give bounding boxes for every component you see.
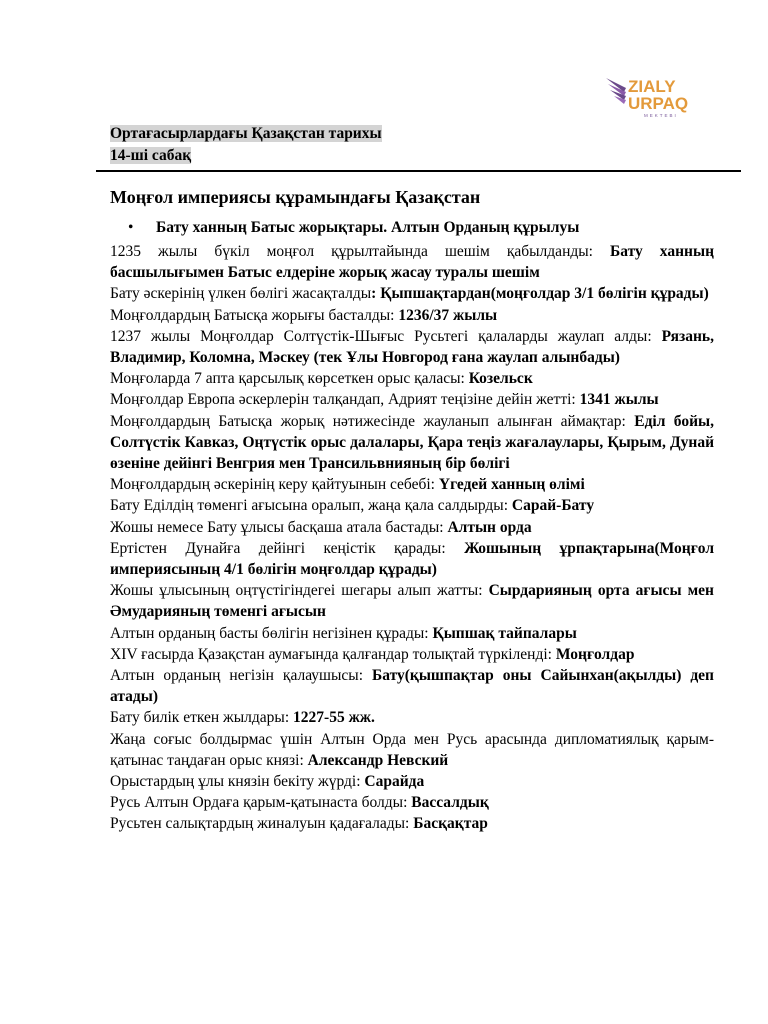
bullet-heading: [128, 219, 580, 237]
fact-line: 1235 жылы бүкіл моңғол құрылтайында шешім қабылданды: Бату ханның басшылығымен Батыс елдеріне жорық жасау туралы шешім: [110, 243, 714, 282]
fact-line: 1237 жылы Моңғолдар Солтүстік-Шығыс Русьтегі қалаларды жаулап алды: Рязань, Владимир, Коломна, Мәскеу (тек Ұлы Новгород ғана жаулап алынбады): [110, 327, 714, 367]
horizontal-rule: [96, 170, 741, 172]
bullet-heading-text: Бату ханның Батыс жорықтары. Алтын Орданың құрылуы: [156, 219, 580, 236]
logo-line2: URPAQ: [628, 94, 689, 113]
fact-line: Бату Еділдің төменгі ағысына оралып, жаңа қала салдырды: Сарай-Бату: [110, 497, 595, 515]
fact-line: Алтын орданың негізін қалаушысы: Бату(қышпақтар оны Сайынхан(ақылды) деп атады): [110, 667, 714, 706]
fact-line: Алтын орданың басты бөлігін негізінен құрады: Қыпшақ тайпалары: [110, 624, 577, 642]
logo-line1: ZIALY: [628, 77, 676, 96]
bullet-dot-icon: •: [128, 219, 134, 236]
fact-line: Моңғолдардың әскерінің керу қайтуынын себебі: Үгедей ханның өлімі: [110, 476, 585, 494]
fact-line: Моңғолдардың Батысқа жорық нәтижесінде жауланып алынған аймақтар: Еділ бойы, Солтүстік Кавказ, Оңтүстік орыс далалары, Қара теңіз жағалаулары, Қырым, Дунай өзеніне дейінгі Венгрия мен Трансильвнияның бір бөлігі: [110, 412, 715, 473]
page-title: Моңғол империясы құрамындағы Қазақстан: [110, 187, 481, 207]
ziyaly-urpaq-logo: [604, 72, 714, 120]
fact-line: Жошы немесе Бату ұлысы басқаша атала бастады: Алтын орда: [110, 518, 532, 536]
fact-line: Жошы ұлысының оңтүстігіндегеі шегары алып жатты: Сырдарияның орта ағысы мен Әмударияның төменгі ағысын: [110, 582, 714, 621]
facts-list: [110, 241, 714, 835]
fact-line: Моңғоларда 7 апта қарсылық көрсеткен орыс қаласы: Козельск: [110, 370, 533, 388]
wing-logo-icon: [606, 78, 626, 104]
fact-line: Моңғолдар Европа әскерлерін талқандап, Адрият теңізіне дейін жетті: 1341 жылы: [110, 391, 659, 409]
fact-line: Ертістен Дунайға дейінгі кеңістік қарады: Жошының ұрпақтарына(Моңғол империясының 4/1 бөлігін моңғолдар құрады): [110, 539, 715, 579]
fact-line: Русь Алтын Ордаға қарым-қатынаста болды: Вассалдық: [110, 794, 489, 812]
fact-line: Жаңа соғыс болдырмас үшін Алтын Орда мен Русь арасында дипломатиялық қарым-қатынас таңдаған орыс князі: Александр Невский: [110, 730, 714, 769]
lesson-header: [110, 123, 382, 167]
fact-line: Орыстардың ұлы князін бекіту жүрді: Сарайда: [110, 773, 425, 791]
fact-line: Бату билік еткен жылдары: 1227-55 жж.: [110, 709, 375, 727]
fact-line: Моңғолдардың Батысқа жорығы басталды: 1236/37 жылы: [110, 306, 498, 324]
logo-tagline: MEKTEBI: [644, 113, 678, 118]
fact-line: XIV ғасырда Қазақстан аумағында қалғандар толықтай түркіленді: Моңғолдар: [110, 645, 635, 663]
subject-title: Ортағасырлардағы Қазақстан тарихы: [110, 125, 382, 142]
fact-line: Русьтен салықтардың жиналуын қадағалады: Басқақтар: [110, 815, 488, 833]
lesson-number: 14-ші сабақ: [110, 147, 192, 164]
fact-line: Бату әскерінің үлкен бөлігі жасақталды: Қыпшақтардан(моңғолдар 3/1 бөлігін құрады): [110, 285, 709, 303]
